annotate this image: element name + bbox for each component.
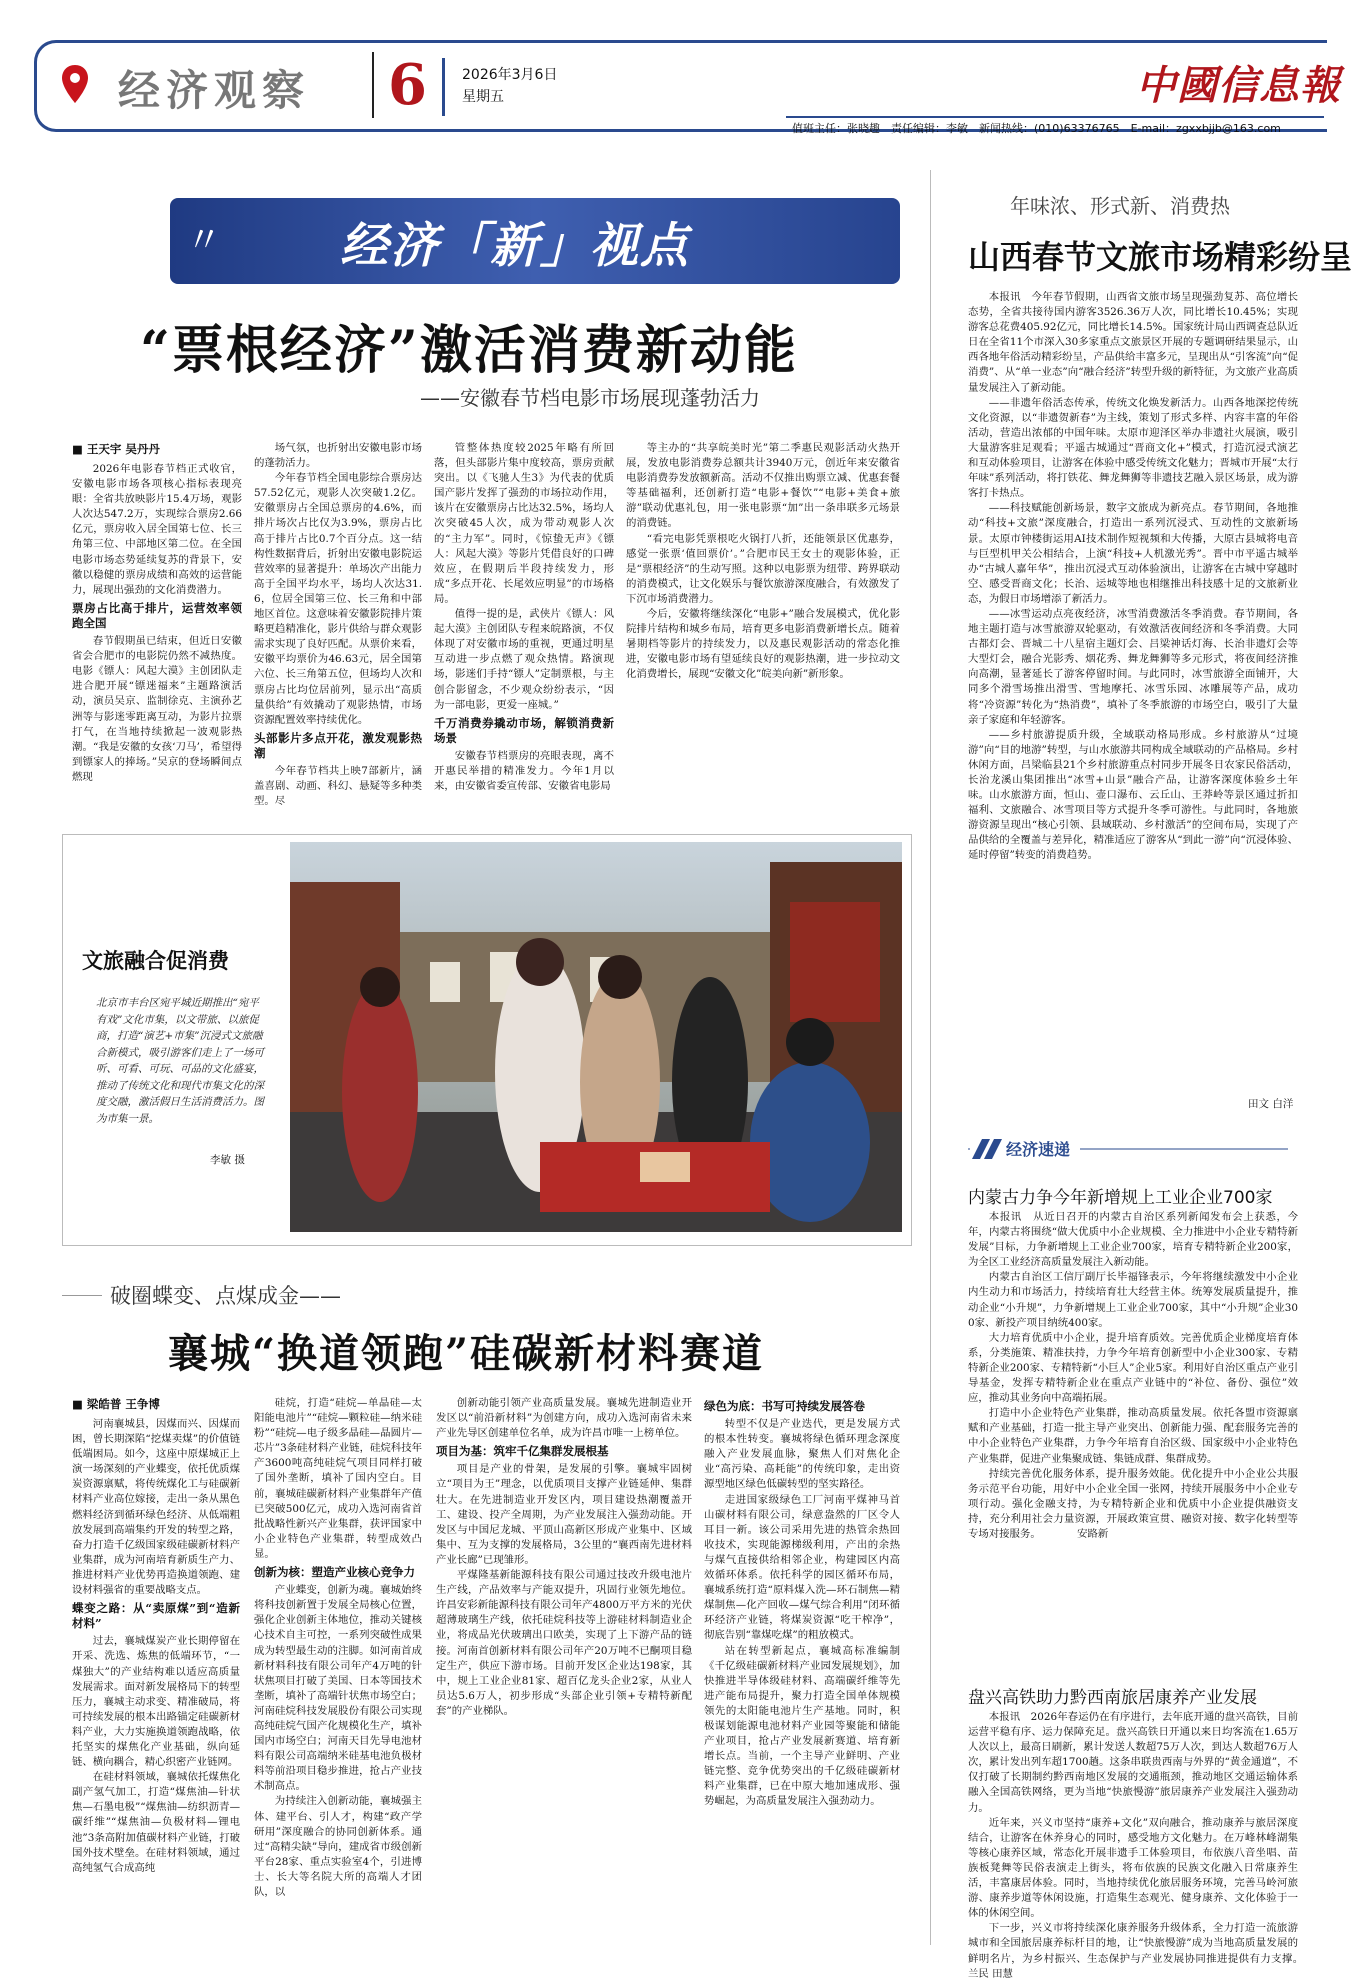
paragraph: 过去，襄城煤炭产业长期停留在开采、洗选、炼焦的低端环节，“一煤独大”的产业结构难以适应高质量发展需求。面对新发展格局下的转型压力，襄城主动求变、精准破局，将可持续发展的根本出路锚定硅碳新材料产业，大力实施换道领跑战略，依托坚实的煤焦化产业基础，纵向延链、横向耦合，精心织密产业链网。 [72,1635,240,1769]
paragraph: 春节假期虽已结束，但近日安徽省会合肥市的电影院仍然不减热度。电影《镖人：风起大漠》主创团队走进合肥开展“镖迷福来”主题路演活动，演员吴京、监制徐克、主演孙艺洲等与影迷零距离互动，为影片拉票打气，在当地持续掀起一波观影热潮。“我是安徽的女孩‘刀马’，希望得到镖家人的捧场。”吴京的登场瞬间点燃现 [72,635,242,783]
article2-column-1 [72,1417,240,1935]
section-subhead: 千万消费券撬动市场，解锁消费新场景 [434,715,614,745]
paragraph: 安徽春节档票房的亮眼表现，离不开惠民举措的精准发力。今年1月以来，由安徽省委宣传部、安徽省电影局 [434,749,614,793]
section-subhead: 票房占比高于排片，运营效率领跑全国 [72,600,242,630]
section-subhead: 头部影片多点开花，激发观影热潮 [254,730,422,760]
paragraph: 本报讯 今年春节假期，山西省文旅市场呈现强劲复苏、高位增长态势，全省共接待国内游客3526.36万人次，同比增长10.45%；实现游客总花费405.92亿元，同比增长14.5%。国家统计局山西调查总队近日在全省11个市深入30多家重点文旅景区开展的专题调研结果显示，山西各地年俗活动精彩纷呈，产品供给丰富多元，呈现出从“引客流”向“促消费”、从“单一业态”向“融合经济”转型升级的新特征，为文旅产业高质量发展注入了新动能。 [968,291,1298,394]
paragraph: 大力培育优质中小企业，提升培育质效。完善优质企业梯度培育体系，分类施策、精准扶持，力争今年培育创新型中小企业300家、专精特新企业200家、专精特新“小巨人”企业5家。利用好自治区重点产业引导基金，发挥专精特新企业在重点产业链中的“补位、备份、强位”效应，推动其业务向中高端拓展。 [968,1331,1298,1405]
paragraph: 创新动能引领产业高质量发展。襄城先进制造业开发区以“前沿新材料”为创建方向，成功入选河南省未来产业先导区创建单位名单，成为许昌市唯一上榜单位。 [436,1397,692,1440]
paragraph: ——科技赋能创新场景，数字文旅成为新亮点。春节期间，各地推动“科技+文旅”深度融合，打造出一系列沉浸式、互动性的文旅新场景。太原市钟楼街运用AI技术制作短视频和大传播，大原古县城将电音与巨型机甲关公相结合，上演“科技+人机激光秀”。晋中市平遥古城举办“古城人嘉年华”，推出沉浸式互动体验演出，让游客在古城中穿越时空、感受晋商文化；长治、运城等地也相继推出科技感十足的文旅新业态，为假日市场增添了新活力。 [968,502,1298,605]
brief1-headline: 内蒙古力争今年新增规上工业企业700家 [968,1188,1273,1208]
paragraph: ——非遗年俗活态传承，传统文化焕发新活力。山西各地深挖传统文化资源，以“非遗贺新春”为主线，策划了形式多样、内容丰富的年俗活动，营造出浓郁的中国年味。太原市迎泽区举办非遗社火展演，吸引大量游客驻足观看；平遥古城通过“晋商文化+”模式，打造沉浸式演艺和互动体验项目，让游客在体验中感受传统文化魅力；晋城市开展“太行年味”系列活动，将打铁花、舞龙舞狮等非遗技艺融入景区场景，成为游客打卡热点。 [968,396,1298,500]
editor-line-rule [786,116,1324,118]
photo-caption-title: 文旅融合促消费 [82,948,229,973]
paragraph: 值得一提的是，武侠片《镖人：风起大漠》主创团队专程来皖路演，不仅体现了对安徽市场的重视，更通过明星互动进一步点燃了观众热情。路演现场，影迷们手持“镖人”定制票根，与主创合影留念，不少观众纷纷表示，“因为一部电影，更爱一座城。” [434,608,614,711]
shanxi-body [968,290,1298,1090]
paragraph: 管整体热度较2025年略有所回落，但头部影片集中度较高，票房贡献突出。以《飞驰人生3》为代表的优质国产影片发挥了强劲的市场拉动作用，该片在安徽票房占比达32.5%，场均人次突破45人次，成为带动观影人次的“主力军”。同时，《惊蛰无声》《镖人：风起大漠》等影片凭借良好的口碑效应，在假期后半段持续发力，形成“多点开花、长尾效应明显”的市场格局。 [434,442,614,605]
brief2-headline: 盘兴高铁助力黔西南旅居康养产业发展 [968,1688,1257,1708]
issue-date: 2026年3月6日 [462,67,558,83]
photo-caption-body: 北京市丰台区宛平城近期推出“宛平有戏”文化市集，以文带旅、以旅促商，打造“演艺+市集”沉浸式文旅融合新模式，吸引游客们走上了一场可听、可看、可玩、可品的文化盛宴，推动了传统文化和现代市集文化的深度交融，激活假日生活消费活力。图为市集一景。 [96,997,264,1125]
location-pin-icon [60,64,90,104]
photo-credit: 李敏 摄 [210,1154,245,1166]
paragraph: 近年来，兴义市坚持“康养+文化”双向融合，推动康养与旅居深度结合，让游客在休养身心的同时，感受地方文化魅力。在万峰林峰湖集等核心康养区域，常态化开展非遗手工体验项目，布依族八音坐唱、苗族板凳舞等民俗表演走上街头，将布依族的民族文化融入日常康养生活，丰富康居体验。同时，当地持续优化旅居服务环境，完善马岭河旅游、康养步道等休闲设施，打造集生态观光、健身康养、文化体验于一体的休闲空间。 [968,1816,1298,1920]
market-scene-photo [290,842,902,1232]
editor-credits: 值班主任：张晓趣 责任编辑：李敏 新闻热线：(010)63376765 E-mail：zgxxbjjb@163.com [792,122,1281,135]
paragraph: “看完电影凭票根吃火锅打八折，还能领景区优惠券，感觉一张票‘值回票价’。”合肥市民王女士的观影体验，正是“票根经济”的生动写照。这种以电影票为纽带、跨界联动的消费模式，让文化娱乐与餐饮旅游深度融合，有效激发了下沉市场消费潜力。 [626,532,900,605]
paragraph: 项目是产业的骨架，是发展的引擎。襄城牢固树立“项目为王”理念，以优质项目支撑产业链延伸、集群壮大。在先进制造业开发区内，项目建设热潮覆盖开工、建设、投产全周期，为产业发展注入强劲动能。开发区与中国尼龙城、平顶山高新区形成产业集中、区域集中、互为支撑的发展格局，3公里的“襄西南先进材料产业长廊”已现雏形。 [436,1463,692,1566]
paragraph: 站在转型新起点，襄城高标准编制《千亿级硅碳新材料产业园发展规划》，加快推进半导体级硅材料、高端碳纤维等先进产能布局提升，聚力打造全国单体规模领先的太阳能电池片生产基地。同时，积极谋划能源电池材料产业园等聚能和储能产业项目，抢占产业发展新赛道、培育新增长点。当前，一个主导产业鲜明、产业链完整、竞争优势突出的千亿级硅碳新材料产业集群，已在中原大地加速成形、强势崛起，为高质量发展注入强劲动力。 [704,1644,900,1808]
article2-headline: 襄城“换道领跑”硅碳新材料赛道 [168,1330,765,1377]
article2-kicker: 破圈蝶变、点煤成金—— [110,1284,341,1308]
paragraph: 下一步，兴义市将持续深化康养服务升级体系，全力打造一流旅游城市和全国旅居康养标杆目的地，让“快旅慢游”成为当地高质量发展的鲜明名片，为乡村振兴、生态保护与产业发展协同推进提供有力支撑。 兰民 田慧 [968,1922,1340,1980]
section-subhead: 蝶变之路：从“卖原煤”到“造新材料” [72,1601,240,1631]
paragraph: 今年春节档全国电影综合票房达57.52亿元，观影人次突破1.2亿。安徽票房占全国总票房的4.6%，而排片场次占比仅为3.9%，票房占比高于排片占比0.7个百分点。这一结构性数据背后，折射出安徽电影院运营效率的显著提升：单场次产出能力高于全国平均水平，场均人次达31.6，位居全国第三位、长三角和中部地区首位。这意味着安徽影院排片策略更趋精准化，影片供给与群众观影需求实现了良好匹配。从票价来看，安徽平均票价为46.63元，居全国第六位、长三角第五位，但场均人次和票房占比均位居前列，显示出“高质量供给”有效撬动了观影热情，市场资源配置效率持续优化。 [254,472,422,726]
paragraph: 今年春节档共上映7部新片，涵盖喜剧、动画、科幻、悬疑等多种类型。尽 [254,764,422,808]
paragraph: 为持续注入创新动能，襄城强主体、建平台、引人才，构建“政产学研用”深度融合的协同创新体系。通过“高精尖缺”导向，建成省市级创新平台28家、重点实验室4个，引进博士、长大等名院大所的高端人才团队，以 [254,1795,422,1898]
speed-lines-icon: 〃 [186,220,223,261]
brief2-body [968,1710,1340,1980]
feature-column-4 [626,441,900,824]
paragraph: 本报讯 2026年春运仍在有序进行，去年底开通的盘兴高铁，目前运营平稳有序、运力保障充足。盘兴高铁日开通以来日均客流在1.65万人次以上，最高日刷新，累计发送人数超75万人次，到达人数超76万人次，累计发出列车超1700趟。这条串联贵西南与外界的“黄金通道”，不仅打破了长期制约黔西南地区发展的交通瓶颈，推动地区交通运输体系融入全国高铁网络，更为当地“快旅慢游”旅居康养产业发展注入强劲动力。 [968,1711,1298,1814]
paragraph: ——乡村旅游提质升级，全域联动格局形成。乡村旅游从“过境游”向“目的地游”转型，与山水旅游共同构成全域联动的产品格局。乡村休闲方面，吕梁临县21个乡村旅游重点村同步开展冬日农家民俗活动，长治龙溪山集团推出“冰雪+山景”融合产品，让游客深度体验乡土年味。山水旅游方面，恒山、壶口瀑布、云丘山、王莽岭等景区通过折扣福利、文旅融合、冰雪项目等方式提升冬季可游性。与此同时，各地旅游资源呈现出“核心引领、县域联动、乡村激活”的空间布局，实现了产品供给的全覆盖与差异化，精准适应了游客从“到此一游”向“沉浸体验、延时停留”转变的消费趋势。 [968,728,1298,862]
feature-column-2 [254,441,422,824]
kicker-rule-left [62,1295,102,1296]
paragraph: 转型不仅是产业迭代，更是发展方式的根本性转变。襄城将绿色循环理念深度融入产业发展血脉，聚焦人们对焦化企业“高污染、高耗能”的传统印象，走出资源型地区绿色低碳转型的坚实路径。 [704,1418,900,1491]
newspaper-logo: 中國信息報 [1136,62,1341,109]
shanxi-headline: 山西春节文旅市场精彩纷呈 [968,238,1353,276]
paragraph: 打造中小企业特色产业集群，推动高质量发展。依托各盟市资源禀赋和产业基础，打造一批主导产业突出、创新能力强、配套服务完善的中小企业特色产业集群，力争今年培育自治区级、国家级中小企业特色产业集群，促进产业集聚成链、集链成群、集群成势。 [968,1407,1298,1465]
feature-headline: “票根经济”激活消费新动能 [140,320,798,381]
paragraph: 走进国家级绿色工厂河南平煤神马首山碳材料有限公司，绿意盎然的厂区令人耳目一新。该公司采用先进的热管余热回收技术，实现能源梯级利用，产出的余热与煤气直接供给相邻企业，构建园区内高效循环体系。依托科学的园区循环布局，襄城系统打造“原料煤入洗—环石制焦—精煤制焦—化产回收—煤气综合利用”闭环循环经济产业链，将煤炭资源“吃干榨净”，彻底告别“靠煤吃煤”的粗放模式。 [704,1493,900,1642]
article2-byline: ■ 梁皓普 王争博 [72,1397,160,1411]
paragraph: 场气氛，也折射出安徽电影市场的蓬勃活力。 [254,442,422,470]
feature-column-3 [434,441,614,824]
column-banner-text: 经济「新」视点 [340,218,691,274]
paragraph: 硅烷，打造“硅烷—单晶硅—太阳能电池片”“硅烷—颗粒硅—纳米硅粉”“硅烷—电子级多晶硅—晶圆片—芯片”3条硅材料产业链，硅烷科技年产3600吨高纯硅烷气项目同样打破了国外垄断，填补了国内空白。目前，襄城硅碳新材料产业集群年产值已突破500亿元，成功入选河南省首批战略性新兴产业集群，获评国家中小企业特色产业集群，转型成效凸显。 [254,1397,422,1560]
paragraph: ——冰雪运动点亮夜经济，冰雪消费激活冬季消费。春节期间，各地主题打造与冰雪旅游双轮驱动，有效激活夜间经济和冬季消费。大同古都灯会、晋城二十八星宿主题灯会、吕梁神话灯海、长治非遗灯会等大型灯会，融合光影秀、烟花秀、舞龙舞狮等多元形式，将夜间经济推向高潮，显著延长了游客停留时间。与此同时，冰雪旅游全面铺开，大同多个滑雪场推出滑雪、雪地摩托、冰雪乐园、冰雕展等产品，成功将“冷资源”转化为“热消费”，填补了冬季旅游的市场空白，吸引了大量亲子家庭和年轻游客。 [968,607,1298,726]
issue-weekday: 星期五 [462,89,504,105]
article2-column-4 [704,1396,900,1935]
paragraph: 产业蝶变，创新为魂。襄城始终将科技创新置于发展全局核心位置，强化企业创新主体地位，推动关键核心技术自主可控，一系列突破性成果成为转型最生动的注脚。如河南首成新材料科技有限公司年产4万吨的针状焦项目打破了美国、日本等国技术垄断，填补了高端针状焦市场空白；河南硅烷科技发展股份有限公司实现高纯硅烷气国产化规模化生产，填补国内市场空白；河南天目先导电池材料有限公司高端纳米硅基电池负极材料等前沿项目稳步推进，抢占产业技术制高点。 [254,1584,422,1793]
article2-column-3 [436,1396,692,1935]
paragraph: 今后，安徽将继续深化“电影+”融合发展模式，优化影院排片结构和城乡布局，培育更多电影消费新增长点。随着暑期档等影片的持续发力，以及惠民观影活动的常态化推进，安徽电影市场有望延续良好的观影热潮，进一步拉动文化消费增长，展现“安徽文化”皖美向新”新形象。 [626,608,900,681]
shanxi-credit: 田文 白洋 [1248,1098,1294,1110]
article2-column-2 [254,1396,422,1935]
paragraph: 内蒙古自治区工信厅副厅长毕福锋表示，今年将继续激发中小企业内生动力和市场活力，持续培育壮大经营主体。统筹发展质量提升，推动企业“小升规”，力争新增规上工业企业700家，其中“小升规”企业300家、新投产项目纳统400家。 [968,1271,1298,1329]
shanxi-kicker: 年味浓、形式新、消费热 [1010,194,1230,218]
feature-column-1 [72,462,242,824]
date-block [462,64,557,108]
paragraph: 持续完善优化服务体系，提升服务效能。优化提升中小企业公共服务示范平台功能，用好中小企业全国一张网，持续开展服务中小企业专项行动。强化金融支持，为专精特新企业和优质中小企业提供融资支持，充分利用社会力量资源，开展政策宣贯、融资对接、数字化转型等专场对接服务。 安路新 [968,1467,1298,1540]
section-subhead: 创新为核：塑造产业核心竞争力 [254,1565,415,1580]
paragraph: 在硅材料领域，襄城依托煤焦化副产氢气加工，打造“煤焦油—针状焦—石墨电极”“煤焦油—纺织沥青—碳纤维”“煤焦油—负极材料—锂电池”3条高附加值碳材料产业链，打破国外技术壁垒。在硅材料领域，通过高纯氢气合成高纯 [72,1771,240,1874]
paragraph: 本报讯 从近日召开的内蒙古自治区系列新闻发布会上获悉，今年，内蒙古将围绕“做大优质中小企业规模、全力推进中小企业专精特新发展”目标，力争新增规上工业企业700家，培育专精特新企业200家，为全区工业经济高质量发展注入新动能。 [968,1211,1298,1269]
section-title: 经济观察 [118,66,311,115]
briefs-tag-label: 经济速递 [1006,1140,1071,1159]
date-divider [442,58,445,116]
page-number: 6 [388,52,427,118]
paragraph: 平煤隆基新能源科技有限公司通过技改升级电池片生产线，产品效率与产能双提升，巩固行业领先地位。许昌安彩新能源科技有限公司年产4800万平方米的光伏超薄玻璃生产线，依托硅烷科技等上游硅材料制造业企业，将成品光伏玻璃出口欧美，实现了上下游产品的链接。河南首创新材料有限公司年产20万吨不已酮项目稳定生产，供应下游市场。目前开发区企业达198家，其中，规上工业企业81家、超百亿龙头企业2家，从业人员达5.6万人，初步形成“头部企业引领+专精特新配套”的产业梯队。 [436,1569,692,1717]
brief1-body [968,1210,1298,1672]
section-subhead: 项目为基：筑牢千亿集群发展根基 [436,1444,609,1459]
feature-byline: ■ 王天宇 吴丹丹 [72,442,160,456]
paragraph: 等主办的“共享皖美时光”第二季惠民观影活动火热开展，发放电影消费券总额共计3940万元，创近年来安徽省电影消费券发放额新高。活动不仅推出购票立减、优惠套餐等基础福利，还创新打造“电影+餐饮”“电影+美食+旅游”联动优惠礼包，用一张电影票“加”出一条串联多元场景的消费链。 [626,442,900,530]
feature-subheadline: ——安徽春节档电影市场展现蓬勃活力 [420,386,760,410]
paragraph: 河南襄城县，因煤而兴、因煤而困，曾长期深陷“挖煤卖煤”的价值链低端困局。如今，这座中原煤城正上演一场深刻的产业蝶变，依托优质煤炭资源禀赋，将传统煤化工与硅碳新材料产业高位嫁接，走出一条从黑色燃料经济到循环绿色经济、从低端粗放发展到高端集约开发的转型之路，奋力打造千亿级国家级硅碳新材料产业集群，成为河南培育新质生产力、推进材料产业优势再造换道领跑、建设材料强省的重要战略支点。 [72,1418,240,1597]
column-divider [930,170,931,1945]
paragraph: 2026年电影春节档正式收官，安徽电影市场各项核心指标表现亮眼：全省共放映影片15.4万场，观影人次达547.2万，实现综合票房2.66亿元，票房收入居全国第七位、长三角第三位、中部地区第二位。在全国电影市场态势延续复苏的背景下，安徽以稳健的票房成绩和高效的运营能力，展现出强劲的文化消费潜力。 [72,463,242,596]
section-subhead: 绿色为底：书写可持续发展答卷 [704,1399,865,1413]
